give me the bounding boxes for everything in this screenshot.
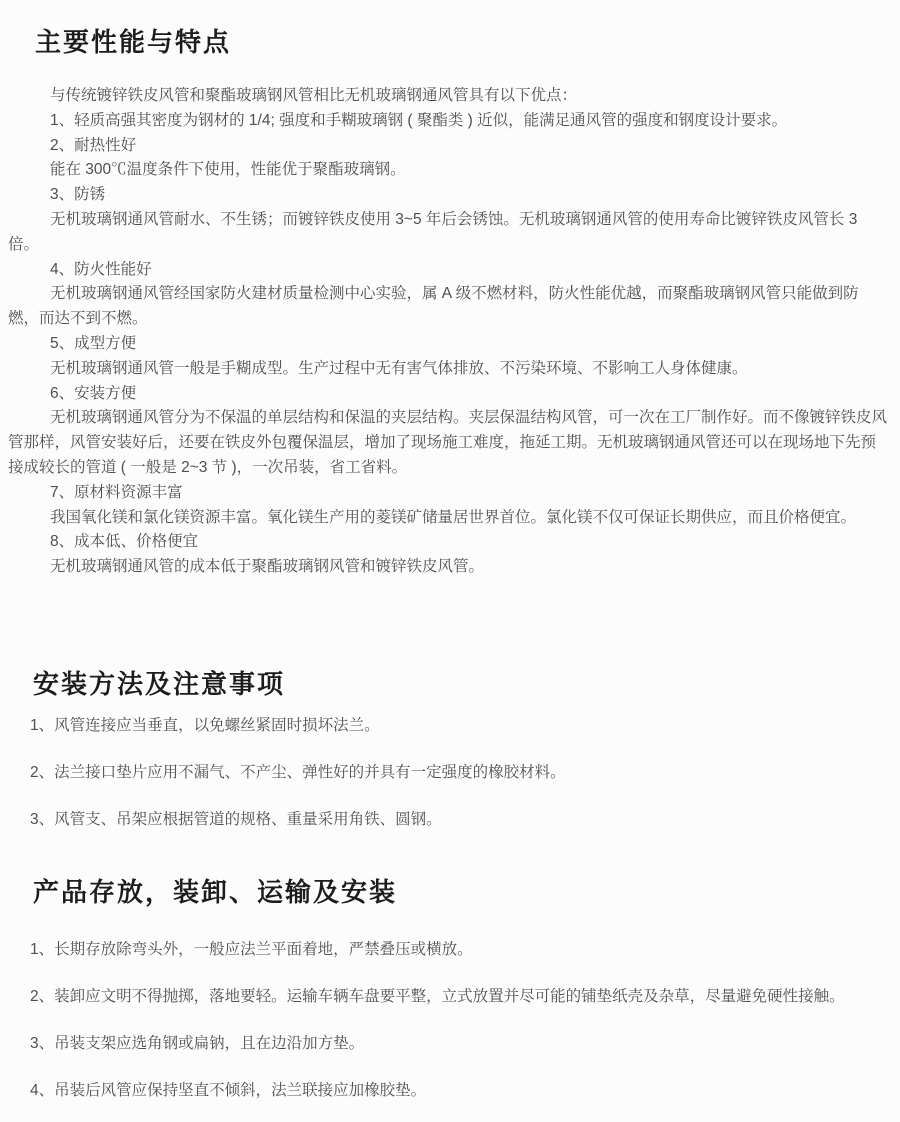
- storage-item-1: 1、长期存放除弯头外，一般应法兰平面着地，严禁叠压或横放。: [30, 940, 473, 958]
- features-body: [8, 84, 888, 580]
- feature-item-8-head: 8、成本低、价格便宜: [50, 533, 199, 551]
- feature-item-6-desc: 无机玻璃钢通风管分为不保温的单层结构和保温的夹层结构。夹层保温结构风管，可一次在工厂制作好。而不像镀锌铁皮风管那样，风管安装好后，还要在铁皮外包覆保温层，增加了现场施工难度，拖延工期。无机玻璃钢通风管还可以在现场地下先预接成较长的管道 ( 一般是 2~3 节 )，一次吊装，省工省料。: [8, 409, 888, 476]
- feature-item-2-head: 2、耐热性好: [50, 136, 137, 154]
- feature-item-3-desc: 无机玻璃钢通风管耐水、不生锈；而镀锌铁皮使用 3~5 年后会锈蚀。无机玻璃钢通风管的使用寿命比镀锌铁皮风管长 3 倍。: [8, 210, 858, 253]
- feature-item-4-head: 4、防火性能好: [50, 260, 152, 278]
- feature-item-4-desc: 无机玻璃钢通风管经国家防火建材质量检测中心实验，属 A 级不燃材料，防火性能优越，而聚酯玻璃钢风管只能做到防燃，而达不到不燃。: [8, 285, 859, 328]
- feature-item-7-desc: 我国氧化镁和氯化镁资源丰富。氧化镁生产用的菱镁矿储量居世界首位。氯化镁不仅可保证长期供应，而且价格便宜。: [50, 508, 857, 526]
- storage-item-4: 4、吊装后风管应保持坚直不倾斜，法兰联接应加橡胶垫。: [30, 1081, 427, 1099]
- storage-item-3: 3、吊装支架应选角钢或扁钠，且在边沿加方垫。: [30, 1034, 365, 1052]
- storage-item-2: 2、装卸应文明不得抛掷，落地要轻。运输车辆车盘要平整，立式放置并尽可能的铺垫纸壳及杂草，尽量避免硬性接触。: [30, 987, 845, 1005]
- feature-item-6-head: 6、安装方便: [50, 384, 137, 402]
- feature-item-2-desc: 能在 300℃温度条件下使用，性能优于聚酯玻璃钢。: [50, 161, 406, 179]
- storage-items: [30, 938, 888, 1103]
- section-storage: [0, 876, 900, 1103]
- installation-item-2: 2、法兰接口垫片应用不漏气、不产尘、弹性好的并具有一定强度的橡胶材料。: [30, 763, 566, 781]
- feature-item-7-head: 7、原材料资源丰富: [50, 483, 183, 501]
- feature-item-5-desc: 无机玻璃钢通风管一般是手糊成型。生产过程中无有害气体排放、不污染环境、不影响工人身体健康。: [50, 359, 748, 377]
- features-section-title: 主要性能与特点: [35, 28, 232, 57]
- installation-item-3: 3、风管支、吊架应根据管道的规格、重量采用角铁、圆钢。: [30, 810, 442, 828]
- feature-item-5-head: 5、成型方便: [50, 334, 137, 352]
- installation-items: [30, 714, 888, 832]
- installation-item-1: 1、风管连接应当垂直，以免螺丝紧固时损坏法兰。: [30, 716, 380, 734]
- storage-section-title: 产品存放，装卸、运输及安装: [33, 877, 398, 907]
- feature-item-1: 1、轻质高强其密度为钢材的 1/4; 强度和手糊玻璃钢 ( 聚酯类 ) 近似，能满足通风管的强度和钢度设计要求。: [50, 111, 788, 129]
- feature-item-3-head: 3、防锈: [50, 186, 106, 204]
- installation-section-title: 安装方法及注意事项: [33, 669, 286, 699]
- features-intro: 与传统镀锌铁皮风管和聚酯玻璃钢风管相比无机玻璃钢通风管具有以下优点：: [50, 87, 578, 104]
- section-installation: [0, 668, 900, 832]
- feature-item-8-desc: 无机玻璃钢通风管的成本低于聚酯玻璃钢风管和镀锌铁皮风管。: [50, 558, 485, 576]
